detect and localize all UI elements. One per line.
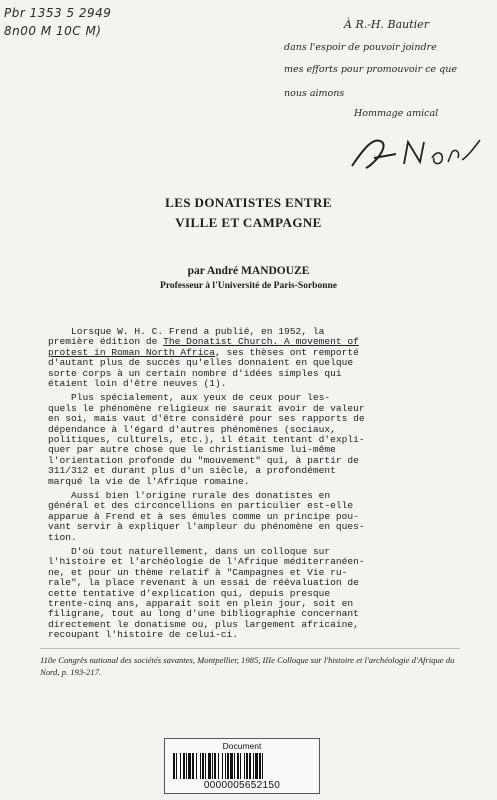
barcode-bar	[244, 753, 245, 779]
barcode-bar	[186, 753, 187, 779]
barcode-bar	[192, 753, 194, 779]
article-title-line-1: LES DONATISTES ENTRE	[165, 195, 332, 210]
signature-drawing	[344, 128, 484, 176]
dedication-line-4: Hommage amical	[354, 108, 439, 119]
barcode-bar	[200, 753, 201, 779]
barcode-bar	[196, 753, 197, 779]
body-line	[48, 347, 452, 358]
barcode-bar	[202, 753, 204, 779]
barcode-bar	[255, 753, 258, 779]
body-line: tion.	[48, 531, 77, 543]
dedication-line-1: dans l'espoir de pouvoir joindre	[284, 42, 437, 53]
body-line: Lorsque W. H. C. Frend a publié, en 1952, la	[48, 326, 325, 337]
barcode-bar	[234, 753, 235, 779]
barcode-bar	[262, 753, 263, 779]
body-line: quels le phénomène religieux ne saurait avoir de valeur	[48, 402, 365, 414]
body-line: D'où tout naturellement, dans un colloque sur	[48, 546, 331, 557]
barcode-bar	[218, 753, 219, 779]
body-line: 311/312 et durant plus d'un siècle, a profondément	[48, 465, 336, 477]
body-line: vant servir à expliquer l'ampleur du phénomène en ques-	[48, 521, 365, 533]
barcode-bar	[237, 753, 239, 779]
barcode-bar	[227, 753, 229, 779]
dedication-line-2: mes efforts pour promouvoir ce que	[284, 64, 457, 75]
author-line: par André MANDOUZE	[187, 265, 310, 277]
body-line: Aussi bien l'origine rurale des donatistes en	[48, 490, 331, 501]
barcode-bar	[222, 753, 223, 779]
shelfmark-line-2: 8n00 M 10C M)	[4, 24, 102, 38]
barcode-label-title: Document	[222, 741, 262, 751]
body-text: , ses thèses ont remporté	[214, 346, 359, 358]
body-line: sorte corps à un certain nombre d'idées simples qui	[48, 367, 342, 379]
barcode-bar	[253, 753, 254, 779]
dedication-line-3: nous aimons	[284, 88, 345, 99]
body-line: Plus spécialement, aux yeux de ceux pour les-	[48, 392, 331, 404]
body-line: cette tentative d'explication qui, depuis presque	[48, 587, 331, 599]
barcode-bar	[180, 753, 181, 779]
body-line: général et des circoncellions en particulier est-elle	[48, 500, 354, 512]
barcode-bar	[240, 753, 241, 779]
author-affiliation: Professeur à l'Université de Paris-Sorbonne	[160, 281, 337, 291]
barcode-bar	[173, 753, 175, 779]
body-line: ne, et pour un thème relatif à "Campagnes et Vie ru-	[48, 566, 348, 578]
body-line: politiques, culturels, etc.), il était tentant d'expli-	[48, 434, 365, 445]
barcode-bar	[205, 753, 206, 779]
body-text: première édition de	[48, 336, 164, 348]
body-line: filigrane, tout au long d'une bibliographie concernant	[48, 608, 359, 620]
footnote: 110e Congrès national des sociétés savantes, Montpellier, 1985, IIIe Colloque sur l'histoire et l'archéologie d'Afrique du Nord, p. 193-217.	[40, 655, 455, 677]
barcode-bar	[249, 753, 251, 779]
body-line: l'histoire et l'archéologie de l'Afrique méditerranéen-	[48, 556, 365, 568]
barcode-bar	[183, 753, 185, 779]
body-line: apparue à Frend et à ses émules comme un principe pou-	[48, 510, 359, 522]
shelfmark-line-1: Pbr 1353 5 2949	[4, 6, 112, 20]
body-line: en soi, mais vaut d'être considéré pour ses rapports de	[48, 413, 365, 425]
footnote-divider	[40, 648, 460, 649]
barcode-bar	[225, 753, 226, 779]
barcode-bar	[188, 753, 191, 779]
barcode-number: 0000005652150	[203, 780, 281, 791]
body-line: quer par autre chose que le christianisme lui-même	[48, 444, 336, 456]
body-line: marqué la vie de l'Afrique romaine.	[48, 475, 250, 487]
book-title-underlined: protest in Roman North Africa	[48, 346, 215, 358]
body-line: rale", la place revenant à un essai de réévaluation de	[48, 577, 359, 589]
barcode-graphic	[173, 753, 311, 779]
body-line: l'orientation profonde du "mouvement" qui, à partir de	[48, 454, 359, 466]
article-title-line-2: VILLE ET CAMPAGNE	[175, 215, 322, 230]
barcode-bar	[230, 753, 233, 779]
shelfmark-handwritten	[4, 4, 111, 40]
body-line: trente-cinq ans, apparaît soit en plein jour, soit en	[48, 598, 354, 609]
barcode-label	[164, 738, 320, 794]
barcode-bar	[208, 753, 211, 779]
barcode-bar	[176, 753, 177, 779]
book-title-underlined: The Donatist Church. A movement of	[163, 336, 359, 348]
barcode-bar	[246, 753, 248, 779]
body-line: étaient loin d'être neuves (1).	[48, 378, 227, 389]
body-line	[48, 336, 452, 347]
body-line: dépendance à l'égard d'autres phénomènes (sociaux,	[48, 423, 336, 435]
dedication-recipient: À R.-H. Bautier	[344, 18, 429, 31]
body-line: directement le donatisme ou, plus largement africaine,	[48, 618, 359, 630]
body-line: recoupant l'histoire de celui-ci.	[48, 629, 238, 641]
body-line: d'autant plus de succès qu'elles donnaient en quelque	[48, 357, 354, 369]
barcode-bar	[212, 753, 213, 779]
barcode-bar	[214, 753, 216, 779]
barcode-bar	[259, 753, 261, 779]
